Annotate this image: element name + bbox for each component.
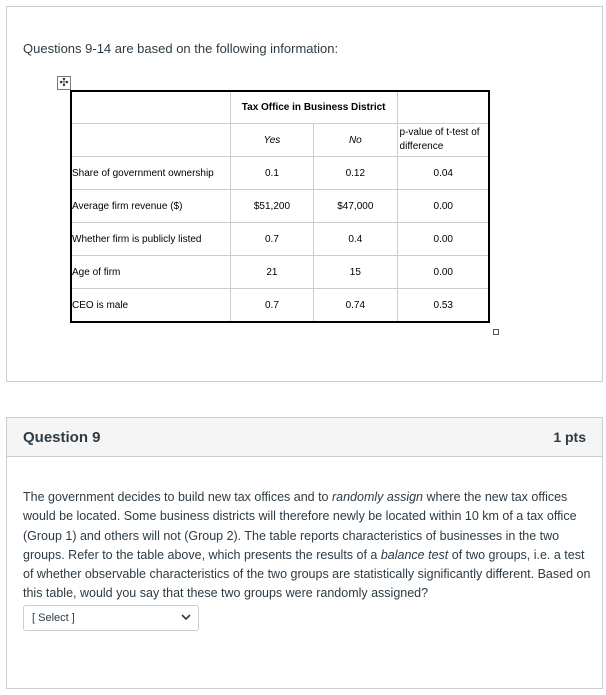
row-yes-value: $51,200 xyxy=(230,190,313,223)
row-p-value: 0.04 xyxy=(397,157,489,190)
info-title: Questions 9-14 are based on the following information: xyxy=(23,41,339,56)
row-p-value: 0.00 xyxy=(397,190,489,223)
row-no-value: 0.74 xyxy=(314,289,397,322)
row-yes-value: 21 xyxy=(230,256,313,289)
question-header xyxy=(7,418,602,457)
group-header: Tax Office in Business District xyxy=(230,91,397,124)
question-panel xyxy=(6,417,603,689)
info-panel xyxy=(6,6,603,382)
row-yes-value: 0.1 xyxy=(230,157,313,190)
row-label: Whether firm is publicly listed xyxy=(71,223,231,256)
question-text-part: The government decides to build new tax offices and to xyxy=(23,490,332,504)
row-no-value: 15 xyxy=(314,256,397,289)
question-text-emphasis: randomly assign xyxy=(331,490,423,504)
row-yes-value: 0.7 xyxy=(230,223,313,256)
col-yes-header: Yes xyxy=(230,124,313,157)
row-no-value: $47,000 xyxy=(314,190,397,223)
table-row xyxy=(71,190,490,223)
question-text-part: where the new tax offices would be located. Some business districts will therefore newly be located within 10 km of a tax office (Group 1) and others will not (Group 2). The table reports characteristics of businesses in the two groups. Refer to the table above, which presents the results of a xyxy=(23,490,577,562)
col-pvalue-header: p-value of t-test of difference xyxy=(397,124,489,157)
table-header-row xyxy=(71,91,490,124)
question-points: 1 pts xyxy=(553,429,586,445)
answer-select-value: [ Select ] xyxy=(32,612,75,624)
row-label: CEO is male xyxy=(71,289,231,322)
row-yes-value: 0.7 xyxy=(230,289,313,322)
answer-select[interactable] xyxy=(23,605,199,631)
table-row xyxy=(71,289,490,322)
question-title: Question 9 xyxy=(23,429,101,446)
table-resize-handle[interactable] xyxy=(493,329,499,335)
table-header-empty xyxy=(71,91,231,124)
table-row xyxy=(71,256,490,289)
row-label: Average firm revenue ($) xyxy=(71,190,231,223)
row-label: Age of firm xyxy=(71,256,231,289)
table-row xyxy=(71,157,490,190)
question-text-part: of two groups, i.e. a test of whether observable characteristics of the two groups are statistically significantly different. Based on this table, would you say that these two groups were randomly assigned? xyxy=(23,547,591,601)
row-p-value: 0.00 xyxy=(397,223,489,256)
row-p-value: 0.53 xyxy=(397,289,489,322)
table-subheader-empty xyxy=(71,124,231,157)
table-subheader-row xyxy=(71,124,490,157)
col-no-header: No xyxy=(314,124,397,157)
table-row xyxy=(71,223,490,256)
chevron-down-icon xyxy=(180,610,192,624)
table-header-empty-p xyxy=(397,91,489,124)
question-text-emphasis: balance test xyxy=(380,547,449,562)
row-no-value: 0.12 xyxy=(314,157,397,190)
row-no-value: 0.4 xyxy=(314,223,397,256)
balance-table xyxy=(70,90,490,322)
question-text xyxy=(23,488,593,604)
table-move-handle-icon[interactable]: ✣ xyxy=(57,76,71,90)
row-label: Share of government ownership xyxy=(71,157,231,190)
row-p-value: 0.00 xyxy=(397,256,489,289)
